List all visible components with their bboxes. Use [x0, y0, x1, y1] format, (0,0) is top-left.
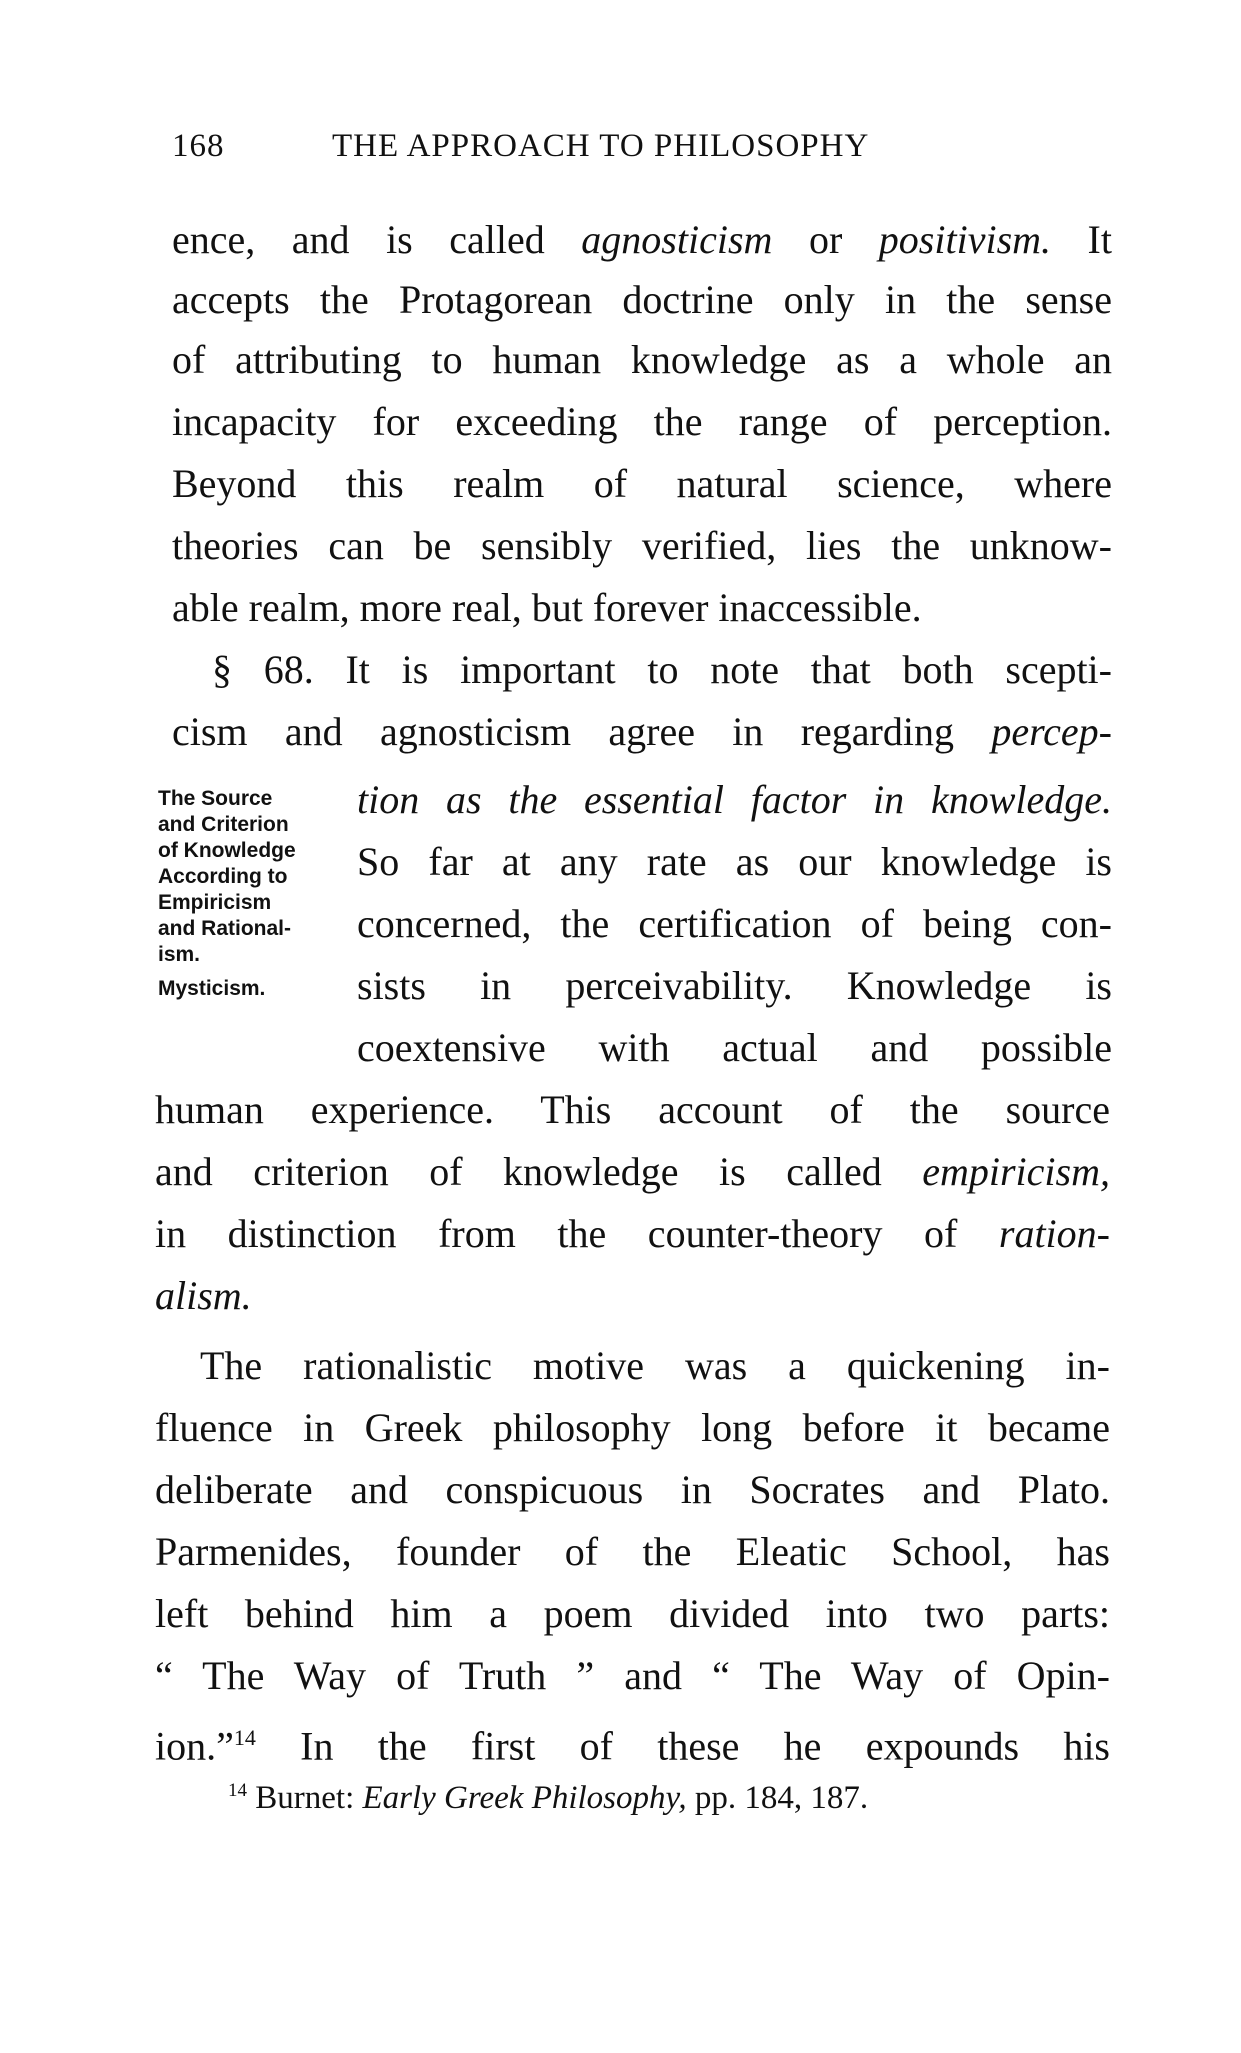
- text-line: human experience. This account of the source: [155, 1087, 1110, 1132]
- text-line: sists in perceivability. Knowledge is: [357, 963, 1112, 1008]
- page-number: 168: [172, 128, 225, 164]
- text-line: coextensive with actual and possible: [357, 1025, 1112, 1070]
- text-line: So far at any rate as our knowledge is: [357, 839, 1112, 884]
- margin-note: The Source and Criterion of Knowledge According to Empiricism and Rational- ism. Mysticism.: [158, 787, 296, 1000]
- text-line: tion as the essential factor in knowledge.: [357, 777, 1112, 822]
- text-line: able realm, more real, but forever inaccessible.: [172, 585, 922, 630]
- text-line: accepts the Protagorean doctrine only in the sense: [172, 277, 1112, 322]
- running-title: THE APPROACH TO PHILOSOPHY: [332, 128, 870, 164]
- text-line: in distinction from the counter-theory of ration-: [155, 1211, 1110, 1256]
- text-line: ence, and is called agnosticism or positivism. It: [172, 217, 1112, 262]
- footnote: $^{14}$ Burnet: Early Greek Philosophy, pp. 184, 187.: [228, 1780, 869, 1816]
- text-line: fluence in Greek philosophy long before it became: [155, 1405, 1110, 1450]
- text-line: left behind him a poem divided into two parts:: [155, 1591, 1110, 1636]
- text-line: Beyond this realm of natural science, where: [172, 461, 1112, 506]
- text-line: alism.: [155, 1273, 252, 1318]
- footnote-ref: 14: [233, 1725, 256, 1750]
- text-line: of attributing to human knowledge as a whole an: [172, 337, 1112, 382]
- text-line: Parmenides, founder of the Eleatic School, has: [155, 1529, 1110, 1574]
- text-line: incapacity for exceeding the range of perception.: [172, 399, 1112, 444]
- text-line: The rationalistic motive was a quickening in-: [200, 1343, 1110, 1388]
- text-line: concerned, the certification of being con-: [357, 901, 1112, 946]
- section-heading-line: § 68. It is important to note that both scepti-: [212, 647, 1112, 692]
- text-line: and criterion of knowledge is called empiricism,: [155, 1149, 1110, 1194]
- text-line: cism and agnosticism agree in regarding percep-: [172, 709, 1112, 754]
- text-line: theories can be sensibly verified, lies the unknow-: [172, 523, 1112, 568]
- running-header: [172, 128, 972, 165]
- text-line: deliberate and conspicuous in Socrates and Plato.: [155, 1467, 1110, 1512]
- text-line: “ The Way of Truth ” and “ The Way of Opin-: [155, 1653, 1110, 1698]
- text-line: ion.”$^{14}$ In the first of these he expounds his: [155, 1723, 1110, 1769]
